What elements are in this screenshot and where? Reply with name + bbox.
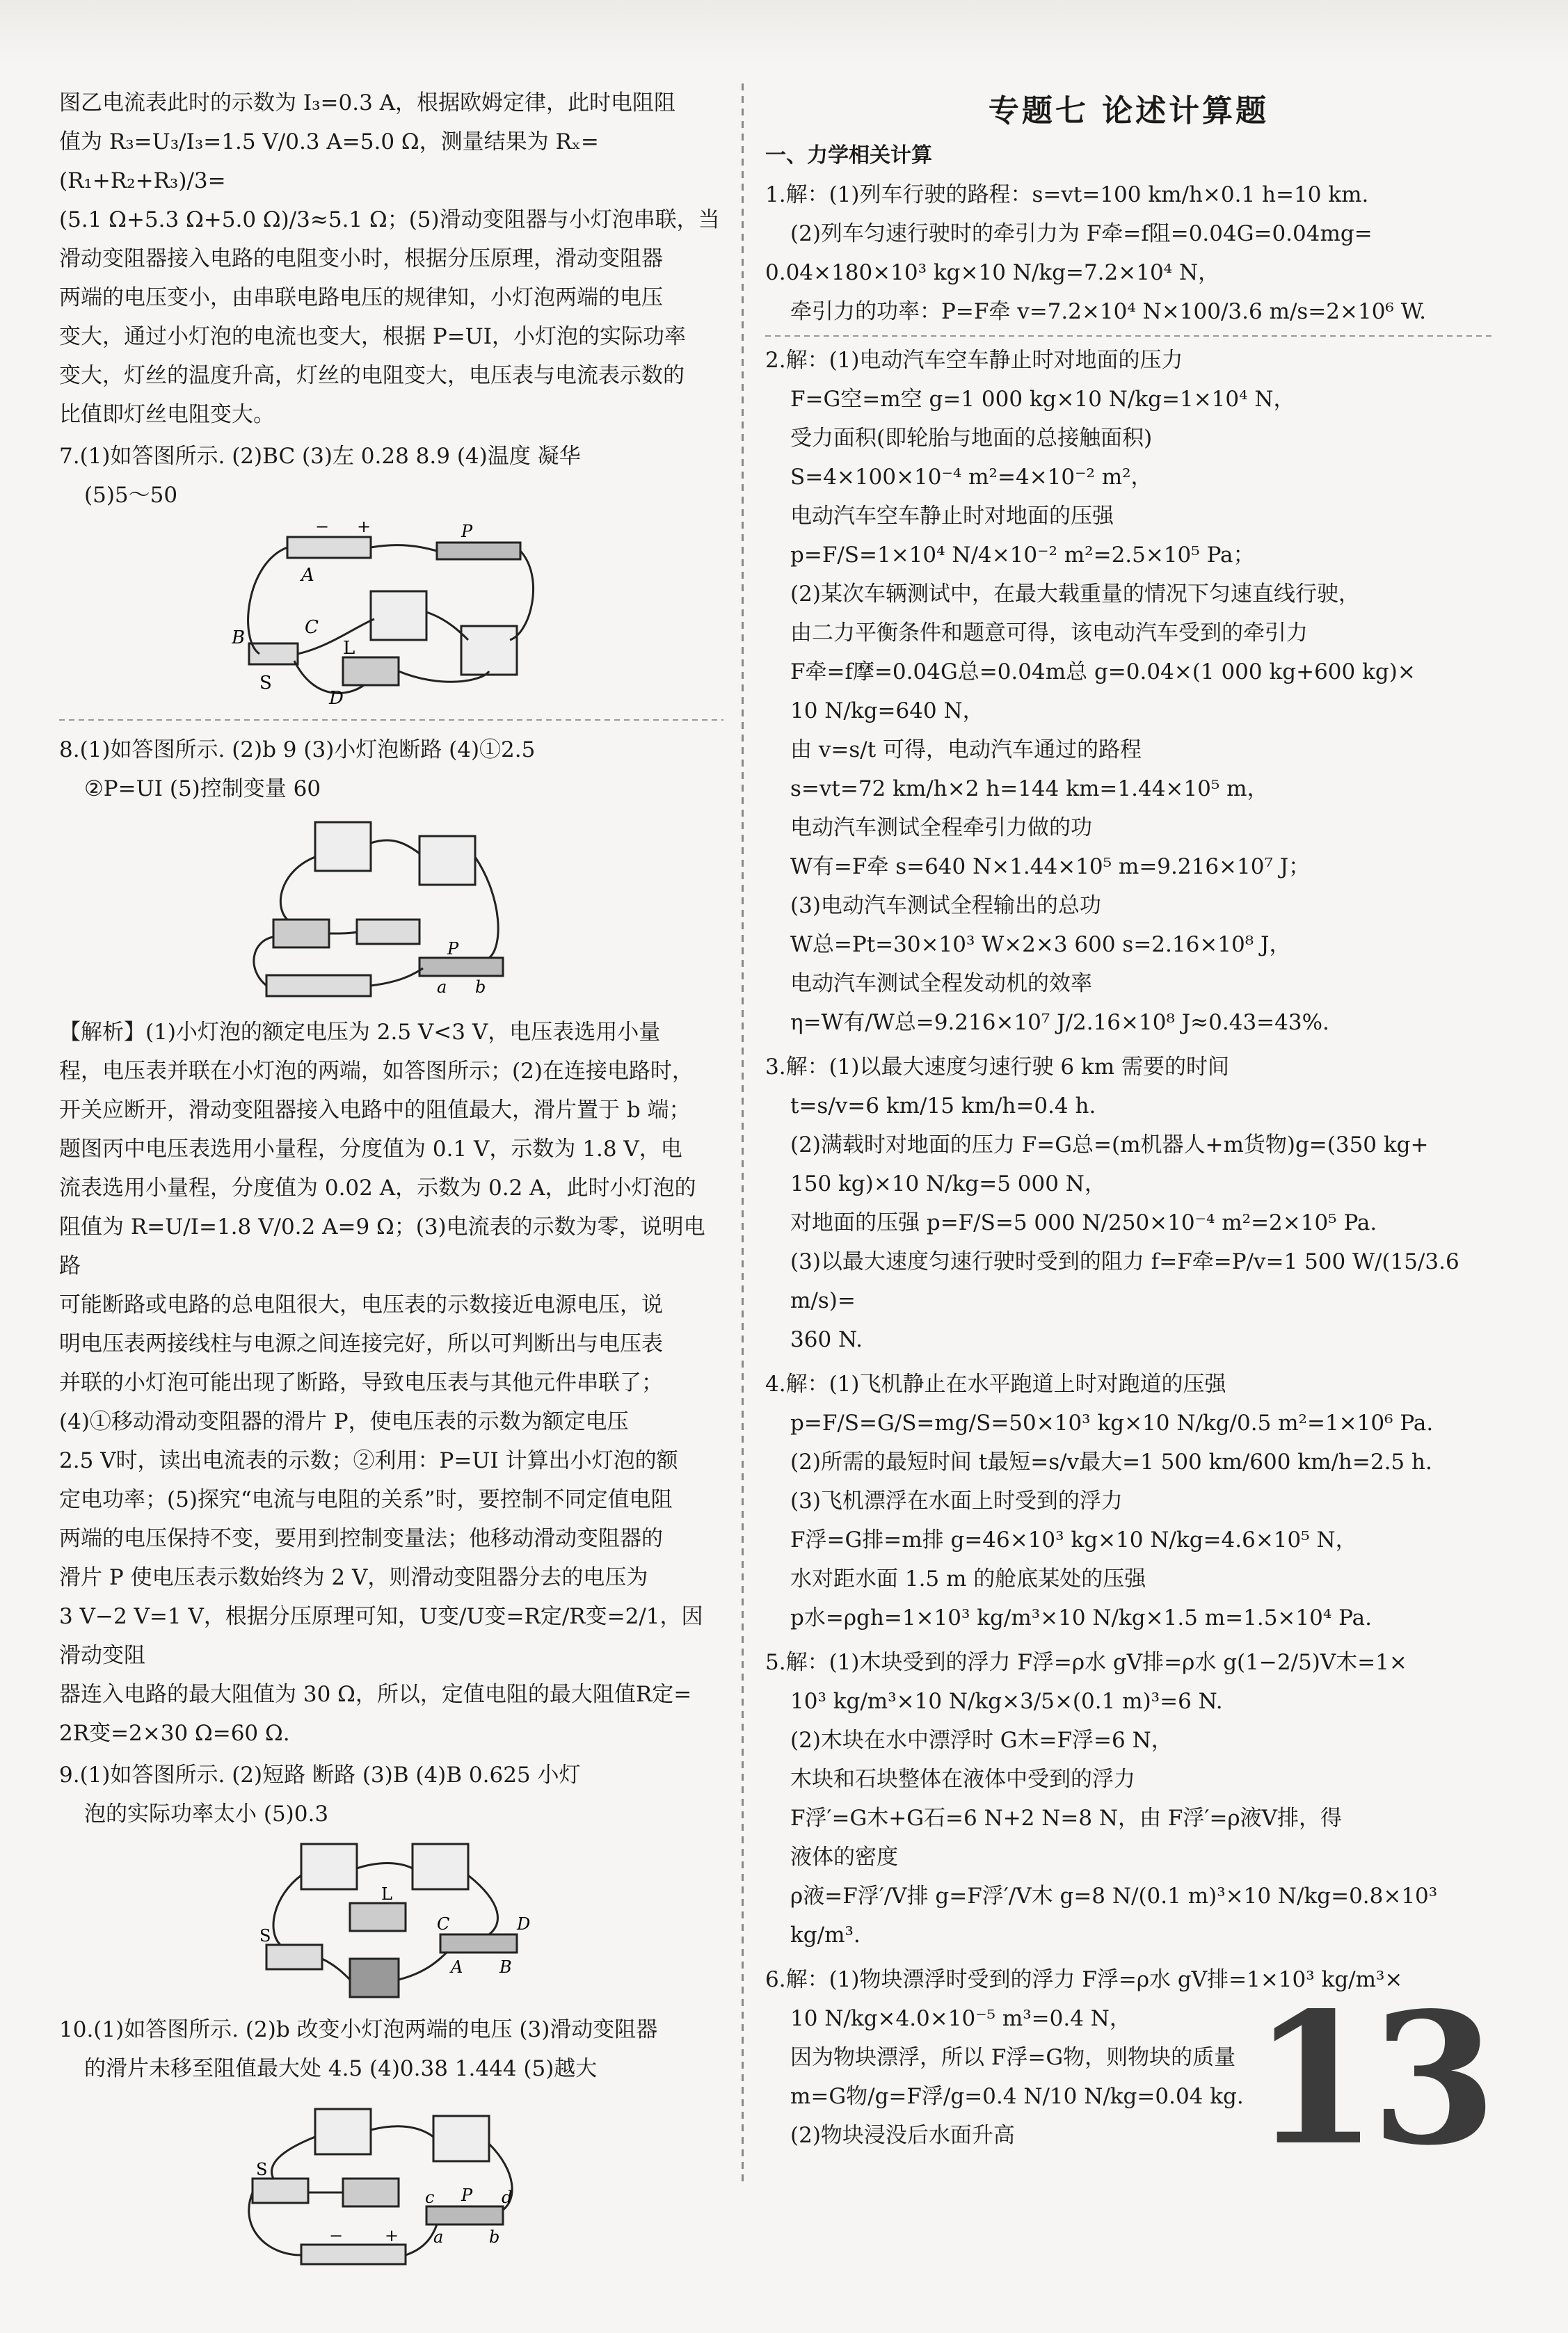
text-line: 3.解：(1)以最大速度匀速行驶 6 km 需要的时间 [765,1055,1229,1080]
text-line: 10.(1)如答图所示. (2)b 改变小灯泡两端的电压 (3)滑动变阻器 [59,2017,658,2042]
q6-continued [59,83,723,434]
label-b: b [474,977,486,997]
text-line: η=W有/W总=9.216×10⁷ J/2.16×10⁸ J≈0.43=43%. [790,1010,1329,1035]
text-line: 电动汽车空车静止时对地面的压强 [790,504,1114,529]
label-P: P [447,939,458,959]
right-column [765,90,1492,2155]
text-line: F=G空=m空 g=1 000 kg×10 N/kg=1×10⁴ N， [790,387,1295,412]
text-line: (3)飞机漂浮在水面上时受到的浮力 [790,1489,1123,1514]
text-line: 图乙电流表此时的示数为 I₃=0.3 A，根据欧姆定律，此时电阻阻 [59,90,676,115]
text-line: 4.解：(1)飞机静止在水平跑道上时对跑道的压强 [765,1372,1226,1397]
plus-label: + [356,522,371,536]
text-line: 的滑片未移至阻值最大处 4.5 (4)0.38 1.444 (5)越大 [84,2056,598,2081]
text-line: (2)所需的最短时间 t最短=s/v最大=1 500 km/600 km/h=2.5 h. [790,1450,1432,1475]
text-line: 液体的密度 [790,1845,898,1870]
label-C: C [436,1914,449,1934]
circuit-diagram-7 [232,522,552,709]
text-line: 明电压表两接线柱与电源之间连接完好，所以可判断出与电压表 [59,1331,663,1356]
answer-10 [59,2010,723,2269]
section-heading: 一、力学相关计算 [765,143,932,168]
label-D: D [516,1914,530,1934]
chapter-title: 专题七 论述计算题 [988,93,1270,129]
text-line: 程，电压表并联在小灯泡的两端，如答图所示；(2)在连接电路时， [59,1059,694,1084]
label-D: D [328,688,344,709]
text-line: 开关应断开，滑动变阻器接入电路中的阻值最大，滑片置于 b 端； [59,1098,691,1123]
solution-5 [765,1643,1492,1955]
column-divider [742,83,744,2184]
solution-4 [765,1365,1492,1637]
text-line: 两端的电压保持不变，要用到控制变量法；他移动滑动变阻器的 [59,1526,663,1551]
label-d: d [501,2188,512,2207]
text-line: 滑动变阻器接入电路的电阻变小时，根据分压原理，滑动变阻器 [59,246,663,271]
analysis-8 [59,1013,723,1753]
text-line: 器连入电路的最大阻值为 30 Ω，所以，定值电阻的最大阻值R定= [59,1682,692,1707]
text-line: 受力面积(即轮胎与地面的总接触面积) [790,426,1153,451]
text-line: 3 V−2 V=1 V，根据分压原理可知，U变/U变=R定/R变=2/1，因滑动变阻 [59,1604,703,1668]
solution-2 [765,341,1492,1042]
label-b: b [488,2227,499,2247]
solution-1 [765,175,1492,331]
text-line: (2)木块在水中漂浮时 G木=F浮=6 N， [790,1728,1173,1753]
plus-label: + [384,2226,399,2245]
answer-9 [59,1756,723,2001]
label-S: S [255,2160,267,2179]
label-B: B [499,1957,512,1977]
text-line: 滑片 P 使电压表示数始终为 2 V，则滑动变阻器分去的电压为 [59,1565,648,1590]
label-P: P [461,522,472,541]
text-line: 电动汽车测试全程发动机的效率 [790,971,1092,996]
label-a: a [433,2227,443,2247]
text-line: 2R变=2×30 Ω=60 Ω. [59,1721,290,1746]
answer-7 [59,437,723,709]
text-line: 水对距水面 1.5 m 的舱底某处的压强 [790,1566,1146,1592]
page-number: 13 [1252,1973,1490,2186]
text-line: 两端的电压变小，由串联电路电压的规律知，小灯泡两端的电压 [59,285,663,310]
text-line: (2)物块浸没后水面升高 [790,2123,1015,2148]
text-line: 0.04×180×10³ kg×10 N/kg=7.2×10⁴ N， [765,260,1220,285]
page-top-shade [0,0,1568,63]
text-line: 360 N. [790,1327,863,1352]
text-line: 2.解：(1)电动汽车空车静止时对地面的压力 [765,348,1183,373]
text-line: 150 kg)×10 N/kg=5 000 N， [790,1171,1106,1196]
text-line: ②P=UI (5)控制变量 60 [84,776,321,801]
text-line: 电动汽车测试全程牵引力做的功 [790,815,1092,840]
text-line: s=vt=72 km/h×2 h=144 km=1.44×10⁵ m， [790,776,1269,801]
circuit-diagram-9 [239,1841,545,2001]
text-line: F浮=G排=m排 g=46×10³ kg×10 N/kg=4.6×10⁵ N， [790,1528,1357,1553]
text-line: 变大，灯丝的温度升高，灯丝的电阻变大，电压表与电流表示数的 [59,363,685,388]
text-line: 10 N/kg×4.0×10⁻⁵ m³=0.4 N， [790,2006,1131,2031]
text-line: (5)5～50 [84,483,178,508]
text-line: 1.解：(1)列车行驶的路程：s=vt=100 km/h×0.1 h=10 km. [765,182,1369,207]
text-line: ρ液=F浮′/V排 g=F浮′/V木 g=8 N/(0.1 m)³×10 N/kg=0.8×10³ kg/m³. [790,1884,1438,1948]
label-L: L [381,1884,392,1904]
label-L: L [342,638,355,659]
solution-3 [765,1048,1492,1359]
text-line: 由二力平衡条件和题意可得，该电动汽车受到的牵引力 [790,620,1308,646]
label-C: C [304,617,319,638]
text-line: m=G物/g=F浮/g=0.4 N/10 N/kg=0.04 kg. [790,2084,1244,2109]
circuit-diagram-8 [239,815,545,1003]
text-line: 定电功率；(5)探究“电流与电阻的关系”时，要控制不同定值电阻 [59,1487,673,1512]
text-line: S=4×100×10⁻⁴ m²=4×10⁻² m²， [790,465,1153,490]
text-line: (3)以最大速度匀速行驶时受到的阻力 f=F牵=P/v=1 500 W/(15/3.6 m/s)= [790,1249,1459,1313]
circuit-diagram-10 [239,2095,545,2269]
text-line: 因为物块漂浮，所以 F浮=G物，则物块的质量 [790,2045,1236,2070]
text-line: 并联的小灯泡可能出现了断路，导致电压表与其他元件串联了； [59,1370,663,1395]
text-line: 泡的实际功率太小 (5)0.3 [84,1802,329,1827]
text-line: 10³ kg/m³×10 N/kg×3/5×(0.1 m)³=6 N. [790,1689,1223,1714]
minus-label: − [328,2226,343,2245]
text-line: F牵=f摩=0.04G总=0.04m总 g=0.04×(1 000 kg+600 kg)× [790,659,1416,684]
minus-label: − [314,522,329,536]
label-B: B [231,627,245,648]
text-line: 题图丙中电压表选用小量程，分度值为 0.1 V，示数为 1.8 V，电 [59,1137,682,1162]
separator [765,335,1492,337]
label-A: A [301,565,314,586]
label-a: a [436,977,447,997]
text-line: p水=ρgh=1×10³ kg/m³×10 N/kg×1.5 m=1.5×10⁴ Pa. [790,1605,1372,1630]
text-line: (2)某次车辆测试中，在最大载重量的情况下匀速直线行驶， [790,582,1360,607]
text-line: 【解析】(1)小灯泡的额定电压为 2.5 V<3 V，电压表选用小量 [59,1020,661,1045]
text-line: (2)列车匀速行驶时的牵引力为 F牵=f阻=0.04G=0.04mg= [790,221,1373,246]
text-line: 2.5 V时，读出电流表的示数；②利用：P=UI 计算出小灯泡的额 [59,1448,678,1473]
label-A: A [450,1957,463,1977]
text-line: 6.解：(1)物块漂浮时受到的浮力 F浮=ρ水 gV排=1×10³ kg/m³× [765,1967,1403,1992]
text-line: W总=Pt=30×10³ W×2×3 600 s=2.16×10⁸ J， [790,932,1291,957]
text-line: p=F/S=G/S=mg/S=50×10³ kg×10 N/kg/0.5 m²=1×10⁶ Pa. [790,1411,1434,1436]
text-line: 7.(1)如答图所示. (2)BC (3)左 0.28 8.9 (4)温度 凝华 [59,444,581,469]
text-line: 牵引力的功率：P=F牵 v=7.2×10⁴ N×100/3.6 m/s=2×10⁶ W. [790,299,1426,324]
text-line: 5.解：(1)木块受到的浮力 F浮=ρ水 gV排=ρ水 g(1−2/5)V木=1× [765,1650,1407,1675]
text-line: (5.1 Ω+5.3 Ω+5.0 Ω)/3≈5.1 Ω；(5)滑动变阻器与小灯泡串联，当 [59,207,720,232]
text-line: (3)电动汽车测试全程输出的总功 [790,893,1101,918]
text-line: 8.(1)如答图所示. (2)b 9 (3)小灯泡断路 (4)①2.5 [59,737,536,762]
text-line: (4)①移动滑动变阻器的滑片 P，使电压表的示数为额定电压 [59,1409,629,1434]
text-line: p=F/S=1×10⁴ N/4×10⁻² m²=2.5×10⁵ Pa； [790,543,1255,568]
separator [59,719,723,721]
text-line: t=s/v=6 km/15 km/h=0.4 h. [790,1093,1096,1119]
text-line: 阻值为 R=U/I=1.8 V/0.2 A=9 Ω；(3)电流表的示数为零，说明电路 [59,1214,705,1278]
left-column [59,83,723,2279]
label-S: S [259,673,272,694]
text-line: 10 N/kg=640 N， [790,698,984,723]
answer-8 [59,730,723,1003]
text-line: 由 v=s/t 可得，电动汽车通过的路程 [790,737,1142,762]
label-S: S [259,1926,271,1946]
text-line: (2)满载时对地面的压力 F=G总=(m机器人+m货物)g=(350 kg+ [790,1132,1429,1157]
text-line: F浮′=G木+G石=6 N+2 N=8 N，由 F浮′=ρ液V排，得 [790,1806,1343,1831]
text-line: 比值即灯丝电阻变大。 [59,402,275,427]
label-c: c [424,2188,434,2207]
text-line: 变大，通过小灯泡的电流也变大，根据 P=UI，小灯泡的实际功率 [59,324,687,349]
text-line: 对地面的压强 p=F/S=5 000 N/250×10⁻⁴ m²=2×10⁵ Pa. [790,1210,1377,1235]
text-line: 9.(1)如答图所示. (2)短路 断路 (3)B (4)B 0.625 小灯 [59,1763,581,1788]
text-line: W有=F牵 s=640 N×1.44×10⁵ m=9.216×10⁷ J； [790,854,1311,879]
text-line: 可能断路或电路的总电阻很大，电压表的示数接近电源电压，说 [59,1292,663,1317]
text-line: 流表选用小量程，分度值为 0.02 A，示数为 0.2 A，此时小灯泡的 [59,1176,696,1201]
label-P: P [461,2186,472,2205]
text-line: 木块和石块整体在液体中受到的浮力 [790,1767,1135,1792]
text-line: 值为 R₃=U₃/I₃=1.5 V/0.3 A=5.0 Ω，测量结果为 Rₓ=(R₁+R₂+R₃)/3= [59,129,599,193]
